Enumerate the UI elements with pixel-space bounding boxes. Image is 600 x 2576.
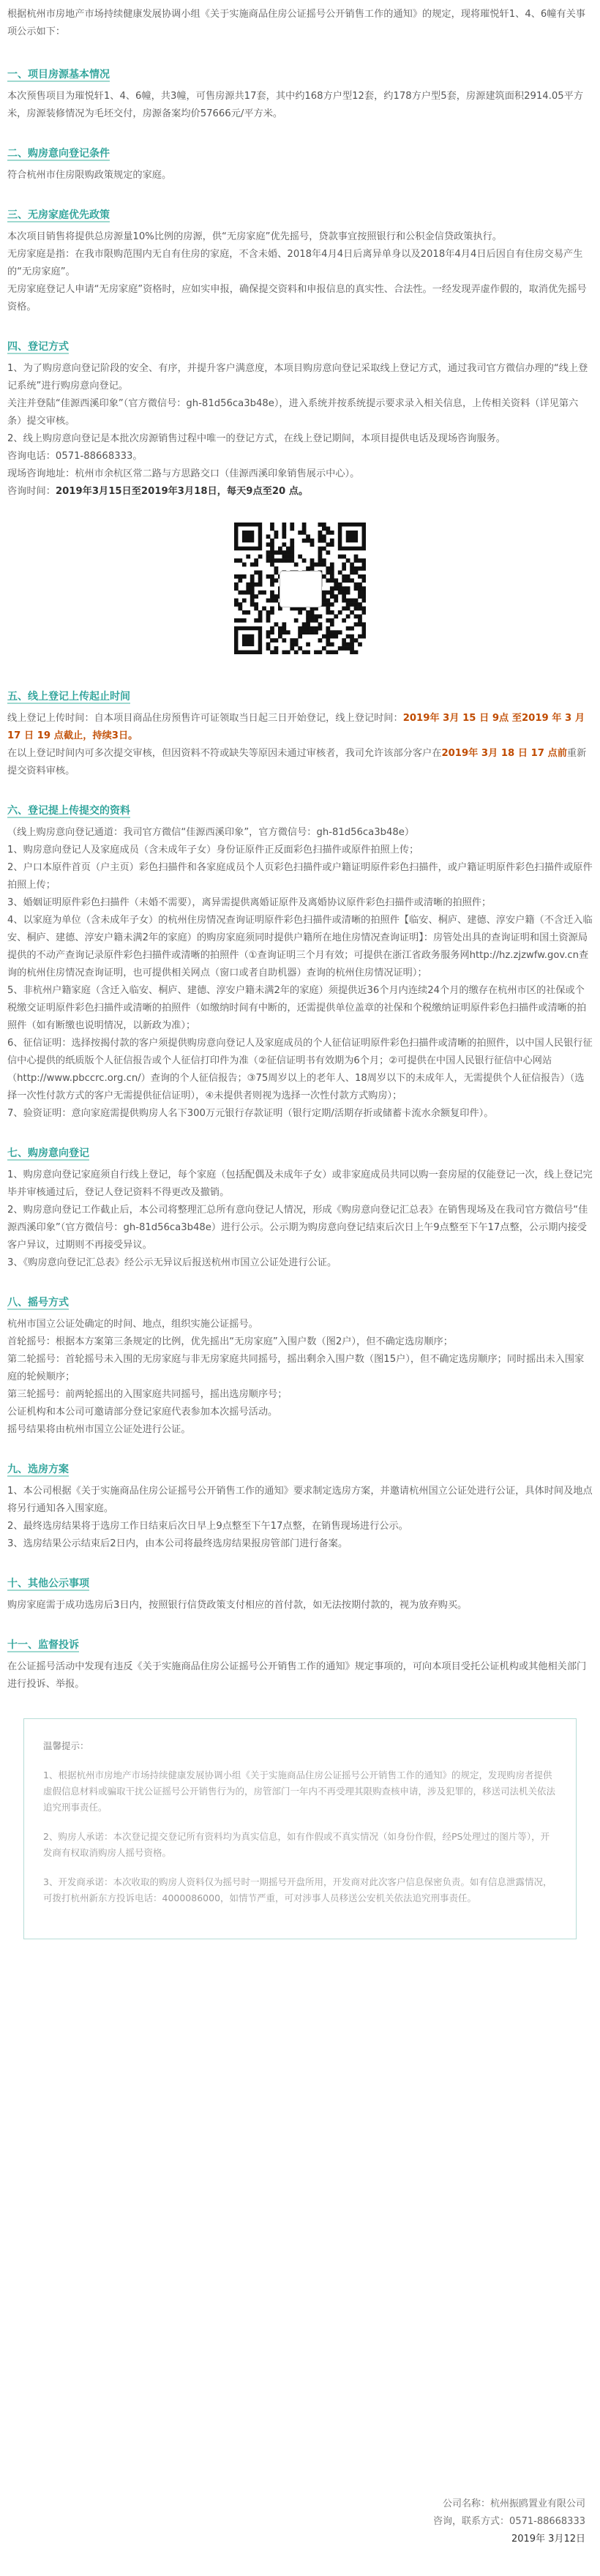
section-8-item: 摇号结果将由杭州市国立公证处进行公证。 bbox=[7, 1424, 191, 1435]
section-4-title-text: 四、登记方式 bbox=[7, 341, 69, 353]
section-10-body: 购房家庭需于成功选房后3日内，按照银行信贷政策支付相应的首付款，如无法按期付款的，视为放弃购买。 bbox=[7, 1600, 468, 1611]
wechat-qr-code[interactable] bbox=[234, 523, 366, 654]
section-5-p2-tail: 重新提交资料审核。 bbox=[7, 748, 587, 776]
section-4-hours-value: 2019年3月15日至2019年3月18日，每天9点至20 点。 bbox=[55, 486, 309, 497]
section-3-p3: 无房家庭登记人申请“无房家庭”资格时，应如实申报，确保提交资料和申报信息的真实性、合法性。一经发现弄虚作假的，取消优先摇号资格。 bbox=[7, 284, 587, 312]
signature-company: 公司名称：杭州振鸥置业有限公司 bbox=[442, 2498, 585, 2509]
section-5 bbox=[7, 688, 593, 780]
section-4-p3: 2、线上购房意向登记是本批次房源销售过程中唯一的登记方式，在线上登记期间，本项目提供电话及现场咨询服务。 bbox=[7, 433, 506, 444]
section-11-title bbox=[7, 1636, 593, 1654]
section-5-p1-dates: 2019年 3月 15 日 9点 至2019 年 3 月 17 日 19 点截止，持续3日。 bbox=[7, 713, 585, 741]
section-4-phone: 咨询电话：0571-88668333。 bbox=[7, 451, 143, 462]
section-9-item: 1、本公司根据《关于实施商品住房公证摇号公开销售工作的通知》要求制定选房方案，并邀请杭州国立公证处进行公证，具体时间及地点将另行通知各入围家庭。 bbox=[7, 1486, 593, 1514]
section-4-title bbox=[7, 338, 593, 356]
section-6-lead: （线上购房意向登记通道：我司官方微信“佳源西溪印象”，官方微信号：gh-81d56ca3b48e） bbox=[7, 827, 415, 838]
section-9 bbox=[7, 1461, 593, 1553]
section-3-title-text: 三、无房家庭优先政策 bbox=[7, 209, 110, 221]
section-7-title bbox=[7, 1145, 593, 1162]
warm-tips-box bbox=[23, 1718, 577, 1939]
section-10 bbox=[7, 1575, 593, 1614]
warm-tips-title: 温馨提示： bbox=[43, 1740, 89, 1751]
wechat-qr-block bbox=[7, 523, 593, 663]
section-3-p1: 本次项目销售将提供总房源量10%比例的房源，供“无房家庭”优先摇号，贷款事宜按照银行和公积金信贷政策执行。 bbox=[7, 231, 502, 242]
section-2 bbox=[7, 145, 593, 184]
section-3 bbox=[7, 206, 593, 316]
section-8-item: 第三轮摇号：前两轮摇出的入围家庭共同摇号，摇出选房顺序号； bbox=[7, 1389, 288, 1400]
section-6-item: 2、户口本原件首页（户主页）彩色扫描件和各家庭成员个人页彩色扫描件或户籍证明原件彩色扫描件，或户籍证明原件彩色扫描件或原件拍照上传； bbox=[7, 862, 593, 891]
section-1-body: 本次预售项目为璀悦轩1、4、6幢，共3幢，可售房源共17套，其中约168方户型12套，约178方户型5套，房源建筑面积2914.05平方米，房源装修情况为毛坯交付，房源备案均价57666元/平方米。 bbox=[7, 91, 584, 119]
signature-contact: 咨询，联系方式：0571-88668333 bbox=[433, 2516, 585, 2527]
section-8 bbox=[7, 1294, 593, 1439]
section-8-item: 公证机构和本公司可邀请部分登记家庭代表参加本次摇号活动。 bbox=[7, 1407, 278, 1418]
section-3-title bbox=[7, 206, 593, 224]
section-7-item: 2、购房意向登记工作截止后，本公司将整理汇总所有意向登记人情况，形成《购房意向登记汇总表》在销售现场及在我司官方微信号“佳源西溪印象”（官方微信号：gh-81d56ca3b48e）进行公示。公示期为购房意向登记结束后次日上午9点整至下午17点整，公示期内接受客户异议，过期则不再接受异议。 bbox=[7, 1205, 588, 1251]
section-5-title bbox=[7, 688, 593, 705]
section-6-item: 3、婚姻证明原件彩色扫描件（未婚不需要），离异需提供离婚证原件及离婚协议原件彩色扫描件或清晰的拍照件； bbox=[7, 897, 492, 908]
section-6-item: 1、购房意向登记人及家庭成员（含未成年子女）身份证原件正反面彩色扫描件或原件拍照上传； bbox=[7, 845, 419, 855]
section-4-address: 现场咨询地址：杭州市余杭区常二路与方思路交口（佳源西溪印象销售展示中心）。 bbox=[7, 468, 360, 479]
section-11-title-text: 十一、监督投诉 bbox=[7, 1639, 79, 1651]
section-6-title-text: 六、登记提上传提交的资料 bbox=[7, 805, 130, 817]
warm-tips-item: 2、购房人承诺：本次登记提交登记所有资料均为真实信息，如有作假或不真实情况（如身份作假，经PS处理过的图片等），开发商有权取消购房人摇号资格。 bbox=[43, 1831, 550, 1858]
section-11-body: 在公证摇号活动中发现有违反《关于实施商品住房公证摇号公开销售工作的通知》规定事项的，可向本项目受托公证机构或其他相关部门进行投诉、举报。 bbox=[7, 1661, 587, 1690]
section-8-item: 首轮摇号：根据本方案第三条规定的比例，优先摇出“无房家庭”入围户数（图2户），但不确定选房顺序； bbox=[7, 1336, 453, 1347]
section-2-title-text: 二、购房意向登记条件 bbox=[7, 148, 110, 160]
section-1 bbox=[7, 66, 593, 123]
section-9-item: 2、最终选房结果将于选房工作日结束后次日早上9点整至下午17点整，在销售现场进行公示。 bbox=[7, 1521, 408, 1532]
signature-block bbox=[337, 2496, 585, 2548]
section-9-title-text: 九、选房方案 bbox=[7, 1464, 69, 1475]
article-body bbox=[7, 6, 593, 1939]
section-10-title-text: 十、其他公示事项 bbox=[7, 1578, 89, 1590]
section-9-title bbox=[7, 1461, 593, 1478]
section-6 bbox=[7, 802, 593, 1123]
section-1-title-text: 一、项目房源基本情况 bbox=[7, 69, 110, 80]
section-4-p2: 关注并登陆“佳源西溪印象”（官方微信号：gh-81d56ca3b48e），进入系统并按系统提示要求录入相关信息，上传相关资料（详见第六条）提交审核。 bbox=[7, 398, 579, 427]
intro-text: 根据杭州市房地产市场持续健康发展协调小组《关于实施商品住房公证摇号公开销售工作的通知》的规定，现将璀悦轩1、4、6幢有关事项公示如下： bbox=[7, 9, 586, 37]
section-2-body: 符合杭州市住房限购政策规定的家庭。 bbox=[7, 170, 172, 181]
warm-tips-item: 1、根据杭州市房地产市场持续健康发展协调小组《关于实施商品住房公证摇号公开销售工作的通知》的规定，发现购房者提供虚假信息材料或骗取干扰公证摇号公开销售行为的，房管部门一年内不再受理其限购查核申请，涉及犯罪的，移送司法机关依法追究刑事责任。 bbox=[43, 1770, 556, 1813]
section-9-item: 3、选房结果公示结束后2日内，由本公司将最终选房结果报房管部门进行备案。 bbox=[7, 1538, 348, 1549]
section-5-title-text: 五、线上登记上传起止时间 bbox=[7, 691, 130, 703]
section-5-p1-text: 线上登记上传时间：自本项目商品住房预售许可证领取当日起三日开始登记，线上登记时间： bbox=[7, 713, 403, 724]
section-4 bbox=[7, 338, 593, 501]
section-5-p1 bbox=[7, 710, 593, 745]
section-8-item: 杭州市国立公证处确定的时间、地点，组织实施公证摇号。 bbox=[7, 1319, 258, 1330]
section-6-title bbox=[7, 802, 593, 820]
section-4-hours-label: 咨询时间： bbox=[7, 486, 56, 497]
section-7-title-text: 七、购房意向登记 bbox=[7, 1147, 89, 1159]
section-3-p2: 无房家庭是指：在我市限购范围内无自有住房的家庭，不含未婚、2018年4月4日后离异单身以及2018年4月4日后因自有住房交易产生的“无房家庭”。 bbox=[7, 249, 583, 277]
section-8-item: 第二轮摇号：首轮摇号未入围的无房家庭与非无房家庭共同摇号，摇出剩余入围户数（图15户），但不确定选房顺序；同时摇出未入围家庭的轮候顺序； bbox=[7, 1354, 585, 1382]
section-4-hours bbox=[7, 483, 593, 501]
section-11 bbox=[7, 1636, 593, 1693]
signature-date: 2019年 3月12日 bbox=[511, 2534, 585, 2545]
section-8-title-text: 八、摇号方式 bbox=[7, 1297, 69, 1308]
section-10-title bbox=[7, 1575, 593, 1592]
section-6-item: 6、征信证明：选择按揭付款的客户须提供购房意向登记人及家庭成员的个人征信证明原件彩色扫描件或清晰的拍照件，以中国人民银行征信中心提供的纸质版个人征信报告或个人征信打印件为准（②征信证明书有效期为6个月；②可提供在中国人民银行征信中心网站（http://www.pbccrc.org.cn/）查询的个人征信报告；③75周岁以上的老年人、18周岁以下的未成年人，无需提供个人征信报告）（选择一次性付款方式的客户无需提供征信证明），④未提供者则视为选择一次性付款方式购房）； bbox=[7, 1038, 593, 1101]
section-8-title bbox=[7, 1294, 593, 1311]
section-6-item: 7、验资证明：意向家庭需提供购房人名下300万元银行存款证明（银行定期/活期存折或储蓄卡流水余额复印件）。 bbox=[7, 1108, 494, 1119]
section-4-p1: 1、为了购房意向登记阶段的安全、有序，并提升客户满意度，本项目购房意向登记采取线上登记方式，通过我司官方微信办理的“线上登记系统”进行购房意向登记。 bbox=[7, 363, 588, 392]
section-1-title bbox=[7, 66, 593, 83]
section-7 bbox=[7, 1145, 593, 1272]
section-2-title bbox=[7, 145, 593, 162]
section-5-p2-deadline: 2019年 3月 18 日 17 点前 bbox=[441, 748, 567, 759]
section-6-item: 4、以家庭为单位（含未成年子女）的杭州住房情况查询证明原件彩色扫描件或清晰的拍照件【临安、桐庐、建德、淳安户籍（不含迁入临安、桐庐、建德、淳安户籍未满2年的家庭）的购房家庭须同时提供户籍所在地住房情况查询证明】：房管处出具的查询证明和国土资源局提供的不动产查询记录原件彩色扫描件或清晰的拍照件（①查询证明三个月有效；可提供在浙江省政务服务网http://hz.zjzwfw.gov.cn查询的杭州住房情况查询证明，也可提供相关网点（窗口或者自助机器）查询的杭州住房情况证明）； bbox=[7, 915, 593, 978]
section-5-p2-text: 在以上登记时间内可多次提交审核，但因资料不符或缺失等原因未通过审核者，我司允许该部分客户在 bbox=[7, 748, 442, 759]
section-7-item: 3、《购房意向登记汇总表》经公示无异议后报送杭州市国立公证处进行公证。 bbox=[7, 1257, 337, 1268]
section-5-p2 bbox=[7, 745, 593, 780]
section-7-item: 1、购房意向登记家庭须自行线上登记，每个家庭（包括配偶及未成年子女）或非家庭成员共同以购一套房屋的仅能登记一次，线上登记完毕并审核通过后，登记人登记资料不得更改及撤销。 bbox=[7, 1169, 593, 1198]
qr-logo bbox=[280, 571, 322, 607]
warm-tips-item: 3、开发商承诺：本次收取的购房人资料仅为摇号时一期摇号开盘所用，开发商对此次客户信息保密负责。如有信息泄露情况，可拨打杭州新东方投诉电话：4000086000，如情节严重，可对涉事人员移送公安机关依法追究刑事责任。 bbox=[43, 1876, 552, 1903]
section-6-item: 5、非杭州户籍家庭（含迁入临安、桐庐、建德、淳安户籍未满2年的家庭）须提供近36个月内连续24个月的缴存在杭州市区的社保或个税缴交证明原件彩色扫描件或清晰的拍照件（如缴纳时间有中断的，还需提供单位盖章的社保和个税缴纳证明原件彩色扫描件或清晰的拍照件（如有断缴也说明情况，以新政为准）； bbox=[7, 985, 587, 1031]
